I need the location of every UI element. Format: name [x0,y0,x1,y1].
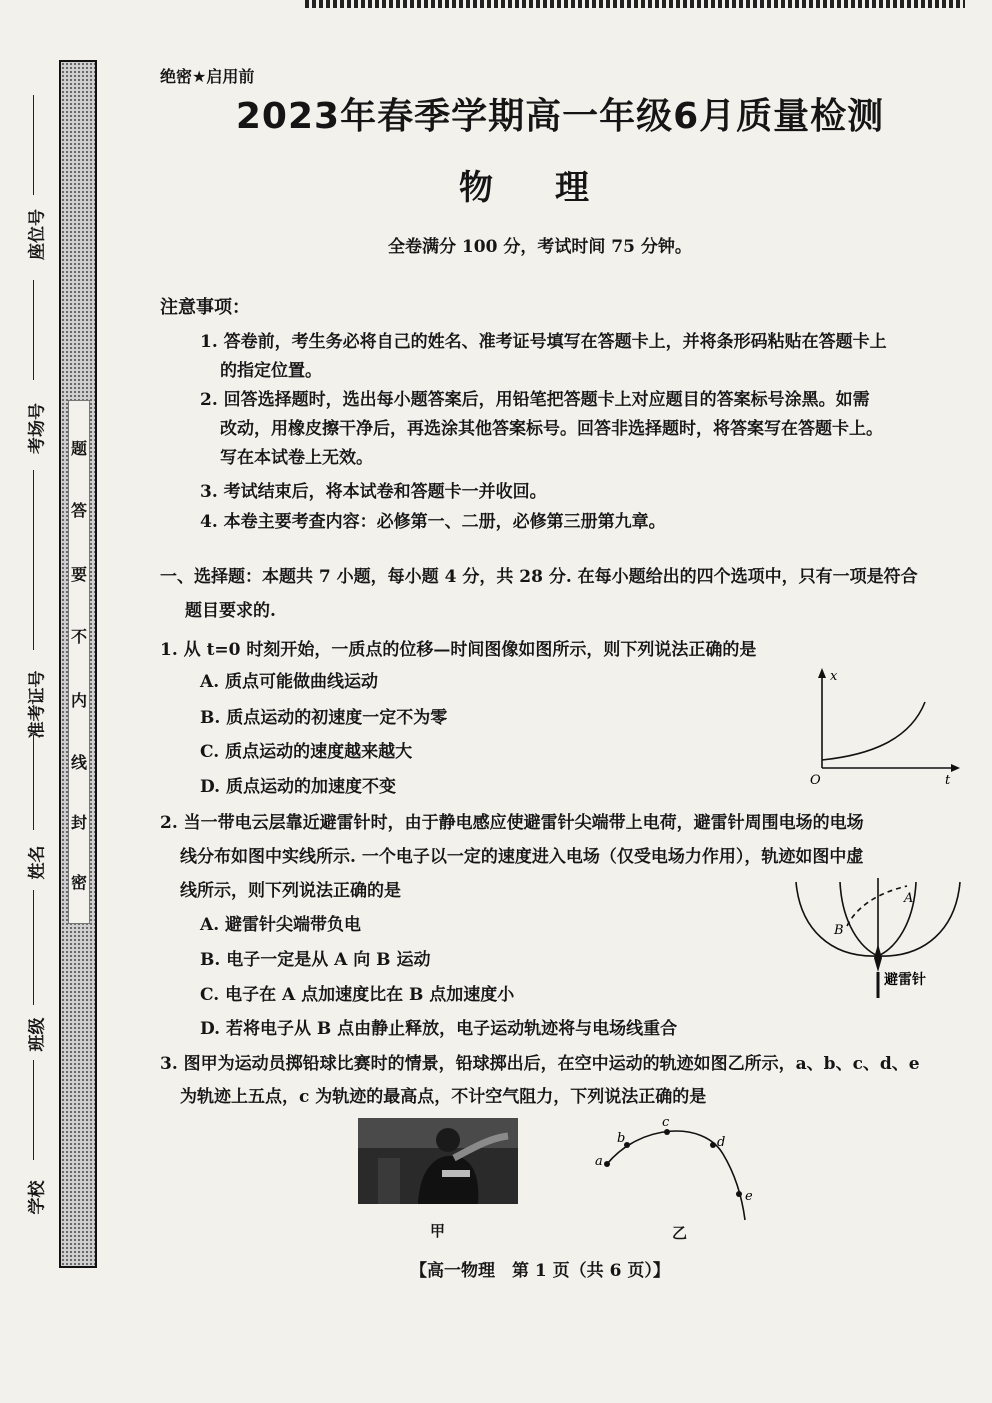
q2-option-d: D. 若将电子从 B 点由静止释放，电子运动轨迹将与电场线重合 [200,1019,678,1039]
trajectory-diagram [585,1112,770,1222]
section-heading-cont: 题目要求的. [185,601,276,621]
point-c-label: c [662,1115,670,1130]
electron-trajectory [847,886,907,926]
t-axis-label: t [945,773,951,788]
lightning-rod-label: 避雷针 [884,972,926,988]
point-a [604,1161,610,1167]
point-d [710,1142,716,1148]
field-underline [33,470,34,650]
q2-option-c: C. 电子在 A 点加速度比在 B 点加速度小 [200,985,515,1005]
exam-info: 全卷满分 100 分，考试时间 75 分钟。 [388,237,692,257]
point-b-label: b [617,1131,626,1146]
x-axis-label: x [830,669,838,684]
field-line [840,882,878,956]
scan-edge-band [305,0,965,8]
point-d-label: d [717,1135,726,1150]
seal-char: 答 [70,501,87,520]
question-2-stem: 2. 当一带电云层靠近避雷针时，由于静电感应使避雷针尖端带上电荷，避雷针周围电场的电场 [160,813,864,833]
subject-title: 物理 [459,168,651,208]
point-b-label: B [834,923,844,938]
field-underline [33,280,34,380]
seal-char: 题 [70,439,87,458]
seal-char: 封 [70,813,87,832]
t-axis-arrow [951,764,960,772]
field-line [878,882,960,956]
seal-char: 要 [70,565,87,584]
point-e [736,1191,742,1197]
notice-line: 改动，用橡皮擦干净后，再选涂其他答案标号。回答非选择题时，将答案写在答题卡上。 [220,419,883,439]
seat-number-label: 座位号 [27,209,48,260]
question-3-stem: 3. 图甲为运动员掷铅球比赛时的情景，铅球掷出后，在空中运动的轨迹如图乙所示，a、b、c、d、e [160,1054,920,1074]
q2-option-a: A. 避雷针尖端带负电 [200,915,362,935]
q1-option-a: A. 质点可能做曲线运动 [200,672,379,692]
seal-char: 不 [70,627,87,646]
notice-line: 2. 回答选择题时，选出每小题答案后，用铅笔把答题卡上对应题目的答案标号涂黑。如需 [200,390,870,410]
point-e-label: e [745,1189,753,1204]
seal-line-box [68,400,90,924]
question-2-stem: 线所示，则下列说法正确的是 [180,881,401,901]
rod-tip [874,944,882,972]
seal-char: 密 [70,873,87,892]
notice-line: 的指定位置。 [220,361,322,381]
point-a-label: A [904,891,914,906]
x-axis-arrow [818,668,826,678]
page-footer: 【高一物理 第 1 页（共 6 页）】 [410,1261,670,1281]
field-underline [33,95,34,195]
q2-field-diagram [790,868,970,1003]
section-heading: 一、选择题：本题共 7 小题，每小题 4 分，共 28 分. 在每小题给出的四个选项中，只有一项是符合 [160,567,918,587]
figure-b-caption: 乙 [672,1224,688,1242]
question-2-stem: 线分布如图中实线所示. 一个电子以一定的速度进入电场（仅受电场力作用），轨迹如图中虚 [180,847,864,867]
origin-label: O [810,773,821,788]
q1-option-b: B. 质点运动的初速度一定不为零 [200,708,448,728]
q2-option-b: B. 电子一定是从 A 向 B 运动 [200,950,431,970]
q1-option-d: D. 质点运动的加速度不变 [200,777,396,797]
figure-a-caption: 甲 [430,1222,446,1240]
point-a-label: a [595,1154,603,1169]
xt-curve [822,702,925,760]
seal-char: 内 [70,691,87,710]
q1-xt-graph [800,660,970,790]
shot-put-photo [358,1118,518,1204]
school-label: 学校 [27,1180,48,1215]
exam-title: 2023年春季学期高一年级6月质量检测 [235,96,885,137]
q1-option-c: C. 质点运动的速度越来越大 [200,742,413,762]
exam-room-label: 考场号 [27,403,48,454]
class-label: 班级 [27,1017,48,1052]
notice-line: 3. 考试结束后，将本试卷和答题卡一并收回。 [200,482,547,502]
notice-line: 1. 答卷前，考生务必将自己的姓名、准考证号填写在答题卡上，并将条形码粘贴在答题卡上 [200,332,887,352]
name-label: 姓名 [27,845,48,880]
field-underline [33,1060,34,1160]
field-underline [33,890,34,1005]
notice-line: 写在本试卷上无效。 [220,448,373,468]
notice-line: 4. 本卷主要考查内容：必修第一、二册，必修第三册第九章。 [200,512,666,532]
field-line [796,882,878,956]
seal-char: 线 [70,753,87,772]
question-1-stem: 1. 从 t=0 时刻开始，一质点的位移—时间图像如图所示，则下列说法正确的是 [160,640,757,660]
question-3-stem: 为轨迹上五点，c 为轨迹的最高点，不计空气阻力，下列说法正确的是 [180,1087,707,1107]
notice-heading: 注意事项： [160,297,250,318]
secret-mark: 绝密★启用前 [160,67,255,86]
field-underline [33,735,34,830]
admission-number-label: 准考证号 [27,670,48,739]
